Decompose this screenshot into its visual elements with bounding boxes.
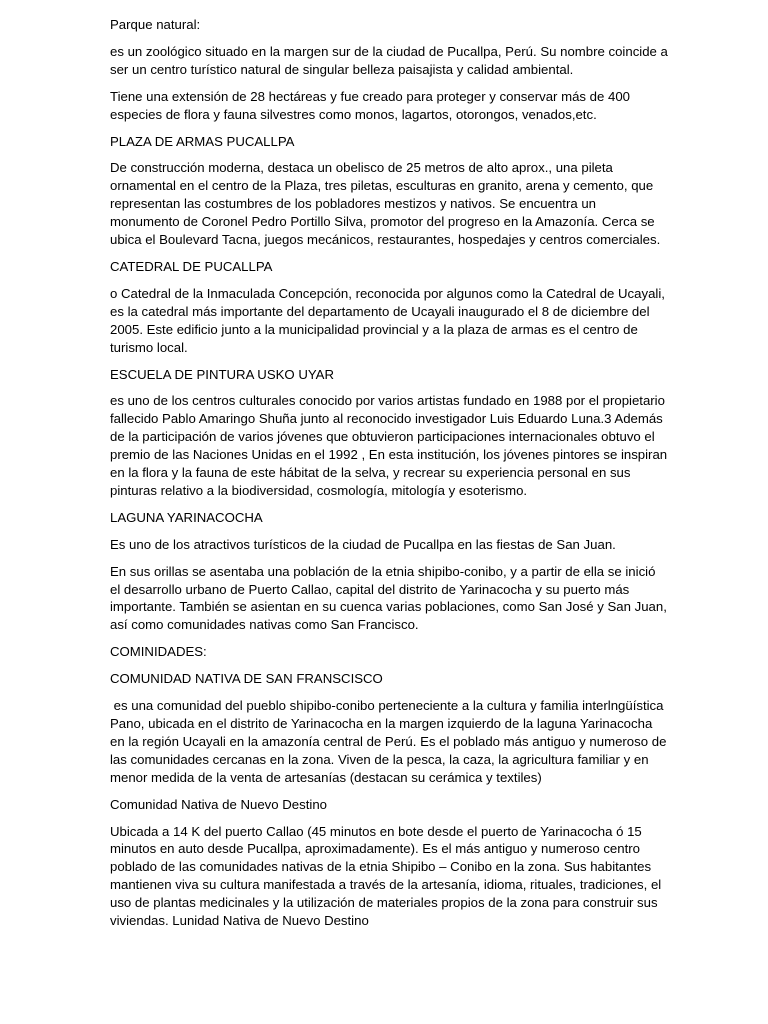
- heading-plaza-de-armas: PLAZA DE ARMAS PUCALLPA: [110, 133, 295, 149]
- paragraph: es uno de los centros culturales conocido por varios artistas fundado en 1988 por el propietario fallecido Pablo Amaringo Shuña junto al reconocido investigador Luis Eduardo Luna.3 Además de la participación de varios jóvenes que obtuvieron participaciones internacionales obtuvo el premio de las Naciones Unidas en el 1992 , En esta institución, los jóvenes pintores se inspiran en la flora y la fauna de este hábitat de la selva, y recrear su experiencia personal en sus pinturas relativo a la biodiversidad, cosmología, mitología y esoterismo.: [110, 393, 671, 498]
- paragraph: Ubicada a 14 K del puerto Callao (45 minutos en bote desde el puerto de Yarinacocha ó 15 minutos en auto desde Pucallpa, aproximadamente). Es el más antiguo y numeroso centro poblado de las comunidades nativas de la etnia Shipibo – Conibo en la zona. Sus habitantes mantienen viva su cultura manifestada a través de la artesanía, idioma, rituales, tradiciones, el uso de plantas medicinales y la utilización de materiales propios de la zona para construir sus viviendas. Lunidad Nativa de Nuevo Destino: [110, 823, 665, 929]
- paragraph: De construcción moderna, destaca un obelisco de 25 metros de alto aprox., una pileta ornamental en el centro de la Plaza, tres piletas, esculturas en granito, arena y cemento, que representan las costumbres de los pobladores mestizos y nativos. Se encuentra un monumento de Coronel Pedro Portillo Silva, promotor del progreso en la Amazonía. Cerca se ubica el Boulevard Tacna, juegos mecánicos, restaurantes, hospedajes y centros comerciales.: [110, 160, 661, 248]
- heading-comunidad-nuevo-destino: Comunidad Nativa de Nuevo Destino: [110, 796, 327, 812]
- paragraph: o Catedral de la Inmaculada Concepción, reconocida por algunos como la Catedral de Ucayali, es la catedral más importante del departamento de Ucayali inaugurado el 8 de diciembre del 2005. Este edificio junto a la municipalidad provincial y a la plaza de armas es el centro de turismo local.: [110, 285, 669, 355]
- paragraph: En sus orillas se asentaba una población de la etnia shipibo-conibo, y a partir de ella se inició el desarrollo urbano de Puerto Callao, capital del distrito de Yarinacocha y su puerto más importante. También se asientan en su cuenca varias poblaciones, como San José y San Juan, así como comunidades nativas como San Francisco.: [110, 563, 671, 633]
- paragraph: Tiene una extensión de 28 hectáreas y fue creado para proteger y conservar más de 400 especies de flora y fauna silvestres como monos, lagartos, otorongos, venados,etc.: [110, 88, 634, 122]
- heading-catedral: CATEDRAL DE PUCALLPA: [110, 258, 273, 274]
- heading-laguna-yarinacocha: LAGUNA YARINACOCHA: [110, 509, 263, 525]
- paragraph: Es uno de los atractivos turísticos de la ciudad de Pucallpa en las fiestas de San Juan.: [110, 536, 616, 552]
- paragraph: es un zoológico situado en la margen sur de la ciudad de Pucallpa, Perú. Su nombre coincide a ser un centro turístico natural de singular belleza paisajista y calidad ambiental.: [110, 43, 672, 77]
- heading-comunidad-san-francisco: COMUNIDAD NATIVA DE SAN FRANSCISCO: [110, 671, 383, 687]
- paragraph: es una comunidad del pueblo shipibo-conibo perteneciente a la cultura y familia interlngüística Pano, ubicada en el distrito de Yarinacocha en la margen izquierdo de la laguna Yarinacocha en la región Ucayali en la amazonía central de Perú. Es el poblado más antiguo y numeroso de las comunidades cercanas en la zona. Viven de la pesca, la caza, la agricultura familiar y en menor medida de la venta de artesanías (destacan su cerámica y textiles): [110, 698, 671, 785]
- heading-parque-natural: Parque natural:: [110, 17, 201, 32]
- heading-escuela-de-pintura: ESCUELA DE PINTURA USKO UYAR: [110, 366, 334, 382]
- heading-comunidades: COMINIDADES:: [110, 644, 207, 660]
